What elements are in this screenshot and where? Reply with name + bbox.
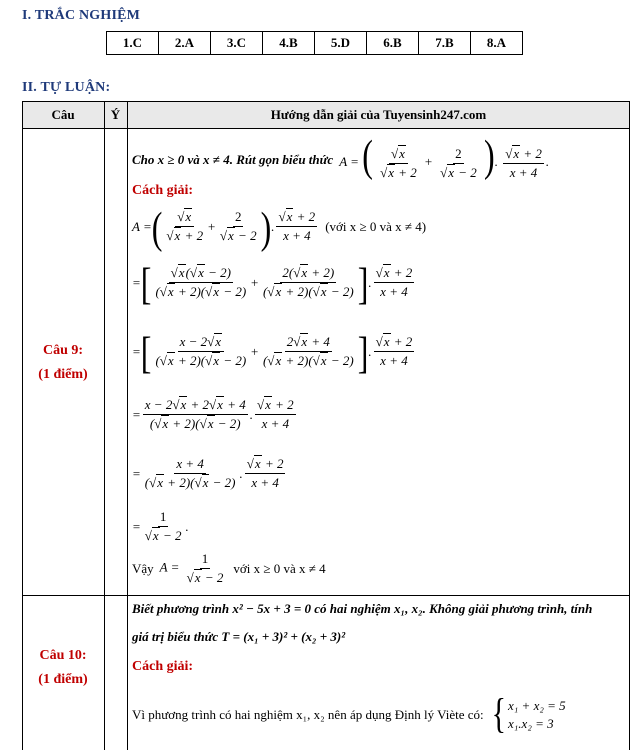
header-guide: Hướng dẫn giải của Tuyensinh247.com bbox=[127, 101, 630, 128]
grid-line bbox=[22, 595, 630, 596]
answer-cell: 8.A bbox=[471, 32, 523, 55]
answer-cell: 3.C bbox=[211, 32, 263, 55]
section-title-multiple-choice: I. TRẮC NGHIỆM bbox=[22, 8, 141, 23]
header-y: Ý bbox=[104, 101, 127, 128]
q10-viete: Vì phương trình có hai nghiệm x₁, x₂ nên áp dụng Định lý Viète có: { x₁ + x₂ = 5 x₁.x₂ = 3 bbox=[132, 691, 566, 738]
q9-step-3: = [ $\frac{x - 2√x}{(√x + 2)(√x - 2)}$ + $\frac{2√x + 4}{(√x + 2)(√x - 2)}$ ] . $\frac{√x + 2}{x + 4}$ bbox=[132, 326, 413, 377]
header-cau: Câu bbox=[22, 101, 104, 128]
answer-cell: 1.C bbox=[107, 32, 159, 55]
q9-label: Câu 9: (1 điểm) bbox=[38, 343, 88, 382]
grid-line bbox=[127, 101, 128, 750]
section-title-essay: II. TỰ LUẬN: bbox=[22, 80, 111, 95]
q9-step-4: = $\frac{x - 2√x + 2√x + 4}{(√x + 2)(√x - 2)}$ . $\frac{√x + 2}{x + 4}$ bbox=[132, 397, 294, 431]
q9-conclusion: Vậy A = $\frac{1}{√x - 2}$ với x ≥ 0 và x ≠ 4 bbox=[132, 551, 326, 585]
solution-table bbox=[22, 101, 630, 750]
grid-line bbox=[629, 101, 630, 750]
grid-line bbox=[22, 128, 630, 129]
q10-problem-line2: giá trị biểu thức T = (x₁ + 3)² + (x₂ + 3)² bbox=[132, 629, 346, 644]
answer-key-table bbox=[106, 31, 523, 55]
q9-expression: A = ( $\frac{√x}{√x + 2}$ + $\frac{2}{√x - 2}$ ). $\frac{√x + 2}{x + 4}$ . bbox=[339, 129, 550, 181]
answer-cell: 4.B bbox=[263, 32, 315, 55]
answer-cell: 7.B bbox=[419, 32, 471, 55]
q9-content bbox=[132, 131, 627, 591]
q10-method-label: Cách giải: bbox=[132, 659, 194, 674]
answer-cell: 5.D bbox=[315, 32, 367, 55]
answer-cell: 2.A bbox=[159, 32, 211, 55]
answer-cell: 6.B bbox=[367, 32, 419, 55]
grid-line bbox=[104, 101, 105, 750]
viete-system: x₁ + x₂ = 5 x₁.x₂ = 3 bbox=[508, 698, 566, 731]
brace-icon: { bbox=[491, 691, 507, 738]
q9-problem: Cho x ≥ 0 và x ≠ 4. Rút gọn biểu thức A = ( $\frac{√x}{√x + 2}$ + $\frac{2}{√x - 2}$ ). $\frac{√x + 2}{x + 4}$ . bbox=[132, 129, 550, 181]
q9-step-2: = [ $\frac{√x(√x - 2)}{(√x + 2)(√x - 2)}$ + $\frac{2(√x + 2)}{(√x + 2)(√x - 2)}$ ] . $\frac{√x + 2}{x + 4}$ bbox=[132, 257, 413, 308]
q10-problem-line1: Biết phương trình x² − 5x + 3 = 0 có hai nghiệm x₁, x₂. Không giải phương trình, tính bbox=[132, 601, 593, 616]
grid-line bbox=[22, 101, 630, 102]
q9-step-5: = $\frac{x + 4}{(√x + 2)(√x - 2)}$ . $\frac{√x + 2}{x + 4}$ bbox=[132, 456, 284, 490]
q9-method-label: Cách giải: bbox=[132, 183, 194, 198]
q10-label: Câu 10: (1 điểm) bbox=[38, 648, 88, 687]
q10-content bbox=[132, 599, 627, 749]
q9-step-1: A = ( $\frac{√x}{√x + 2}$ + $\frac{2}{√x - 2}$ ) . $\frac{√x + 2}{x + 4}$ (với x ≥ 0 và x ≠ 4) bbox=[132, 201, 427, 252]
q9-step-6: = $\frac{1}{√x - 2}$ . bbox=[132, 509, 189, 543]
